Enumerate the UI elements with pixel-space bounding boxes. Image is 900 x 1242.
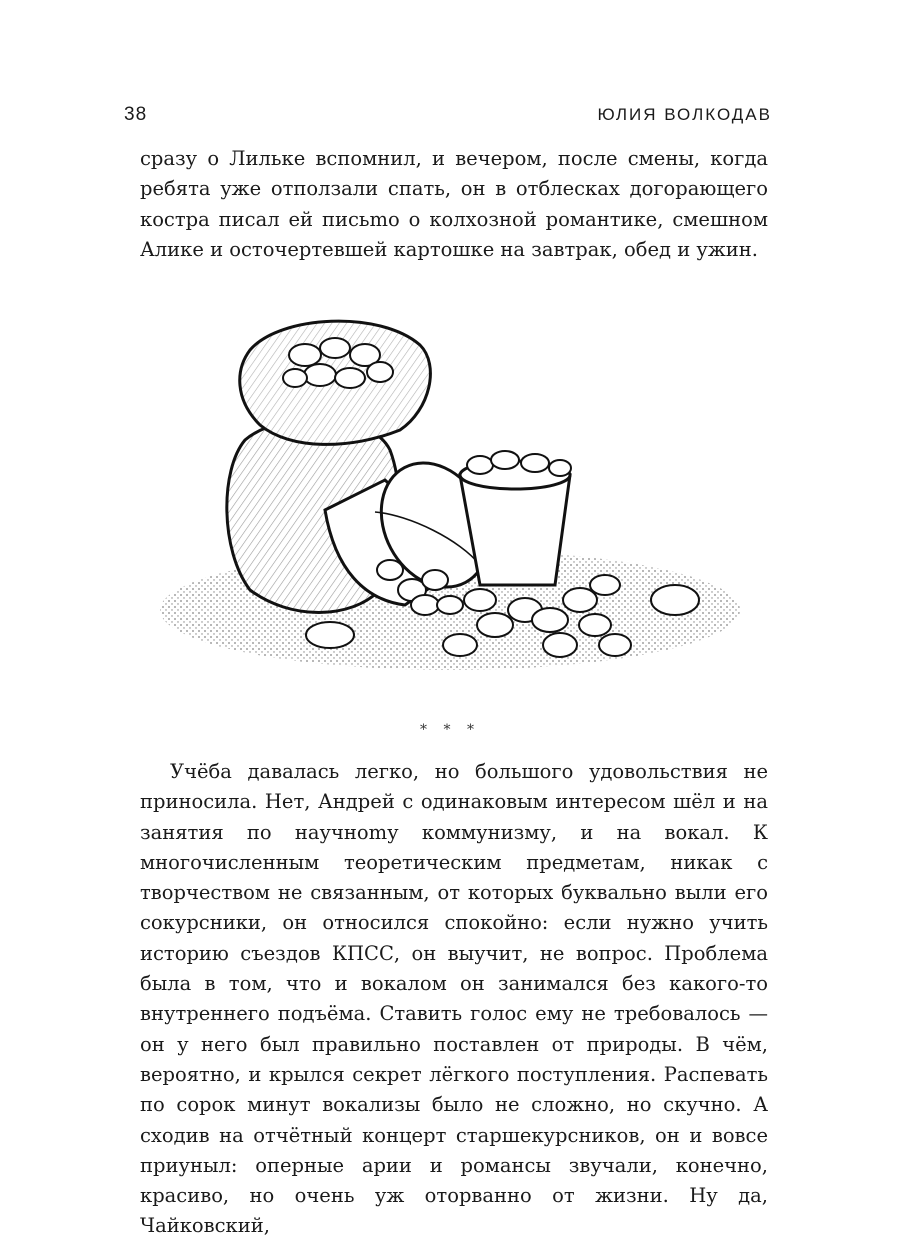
main-paragraph: Учёба давалась легко, но большого удовольствия не приносила. Нет, Андрей с одинаковым интересом шёл и на занятия по научноmу коммунизму, и на вокал. К многочисленным теоретическим предметам, никак с творчеством не связанным, от которых буквально выли его сокурсники, он относился спокойно: если нужно учить историю съездов КПСС, он выучит, не вопрос. Проблема была в том, что и вокалом он занимался без какого-то внутреннего подъёма. Ставить голос ему не требовалось — он у него был правильно поставлен от природы. В чём, вероятно, и крылся секрет лёгкого поступления. Распевать по сорок минут вокализы было не сложно, но скучно. А сходив на отчётный концерт старшекурсников, он и вовсе приуныл: оперные арии и романсы звучали, конечно, красиво, но очень уж оторванно от жизни. Ну да, Чайковский, bbox=[140, 760, 768, 1238]
standing-bucket-drawing bbox=[460, 451, 571, 585]
potato-sacks-and-buckets-illustration bbox=[150, 300, 750, 710]
main-text-block bbox=[140, 757, 768, 1242]
page-number: 38 bbox=[124, 104, 148, 125]
intro-text-block bbox=[140, 144, 768, 265]
page-header bbox=[124, 104, 772, 126]
intro-paragraph: сразу о Лильке вспомнил, и вечером, после смены, когда ребята уже отползали спать, он в отблесках догорающего костра писал ей письmo о колхозной романтике, смешном Алике и осточертевшей картошке на завтрак, обед и ужин. bbox=[140, 147, 768, 261]
section-separator: * * * bbox=[420, 722, 480, 738]
running-title: ЮЛИЯ ВОЛКОДАВ bbox=[597, 105, 772, 124]
